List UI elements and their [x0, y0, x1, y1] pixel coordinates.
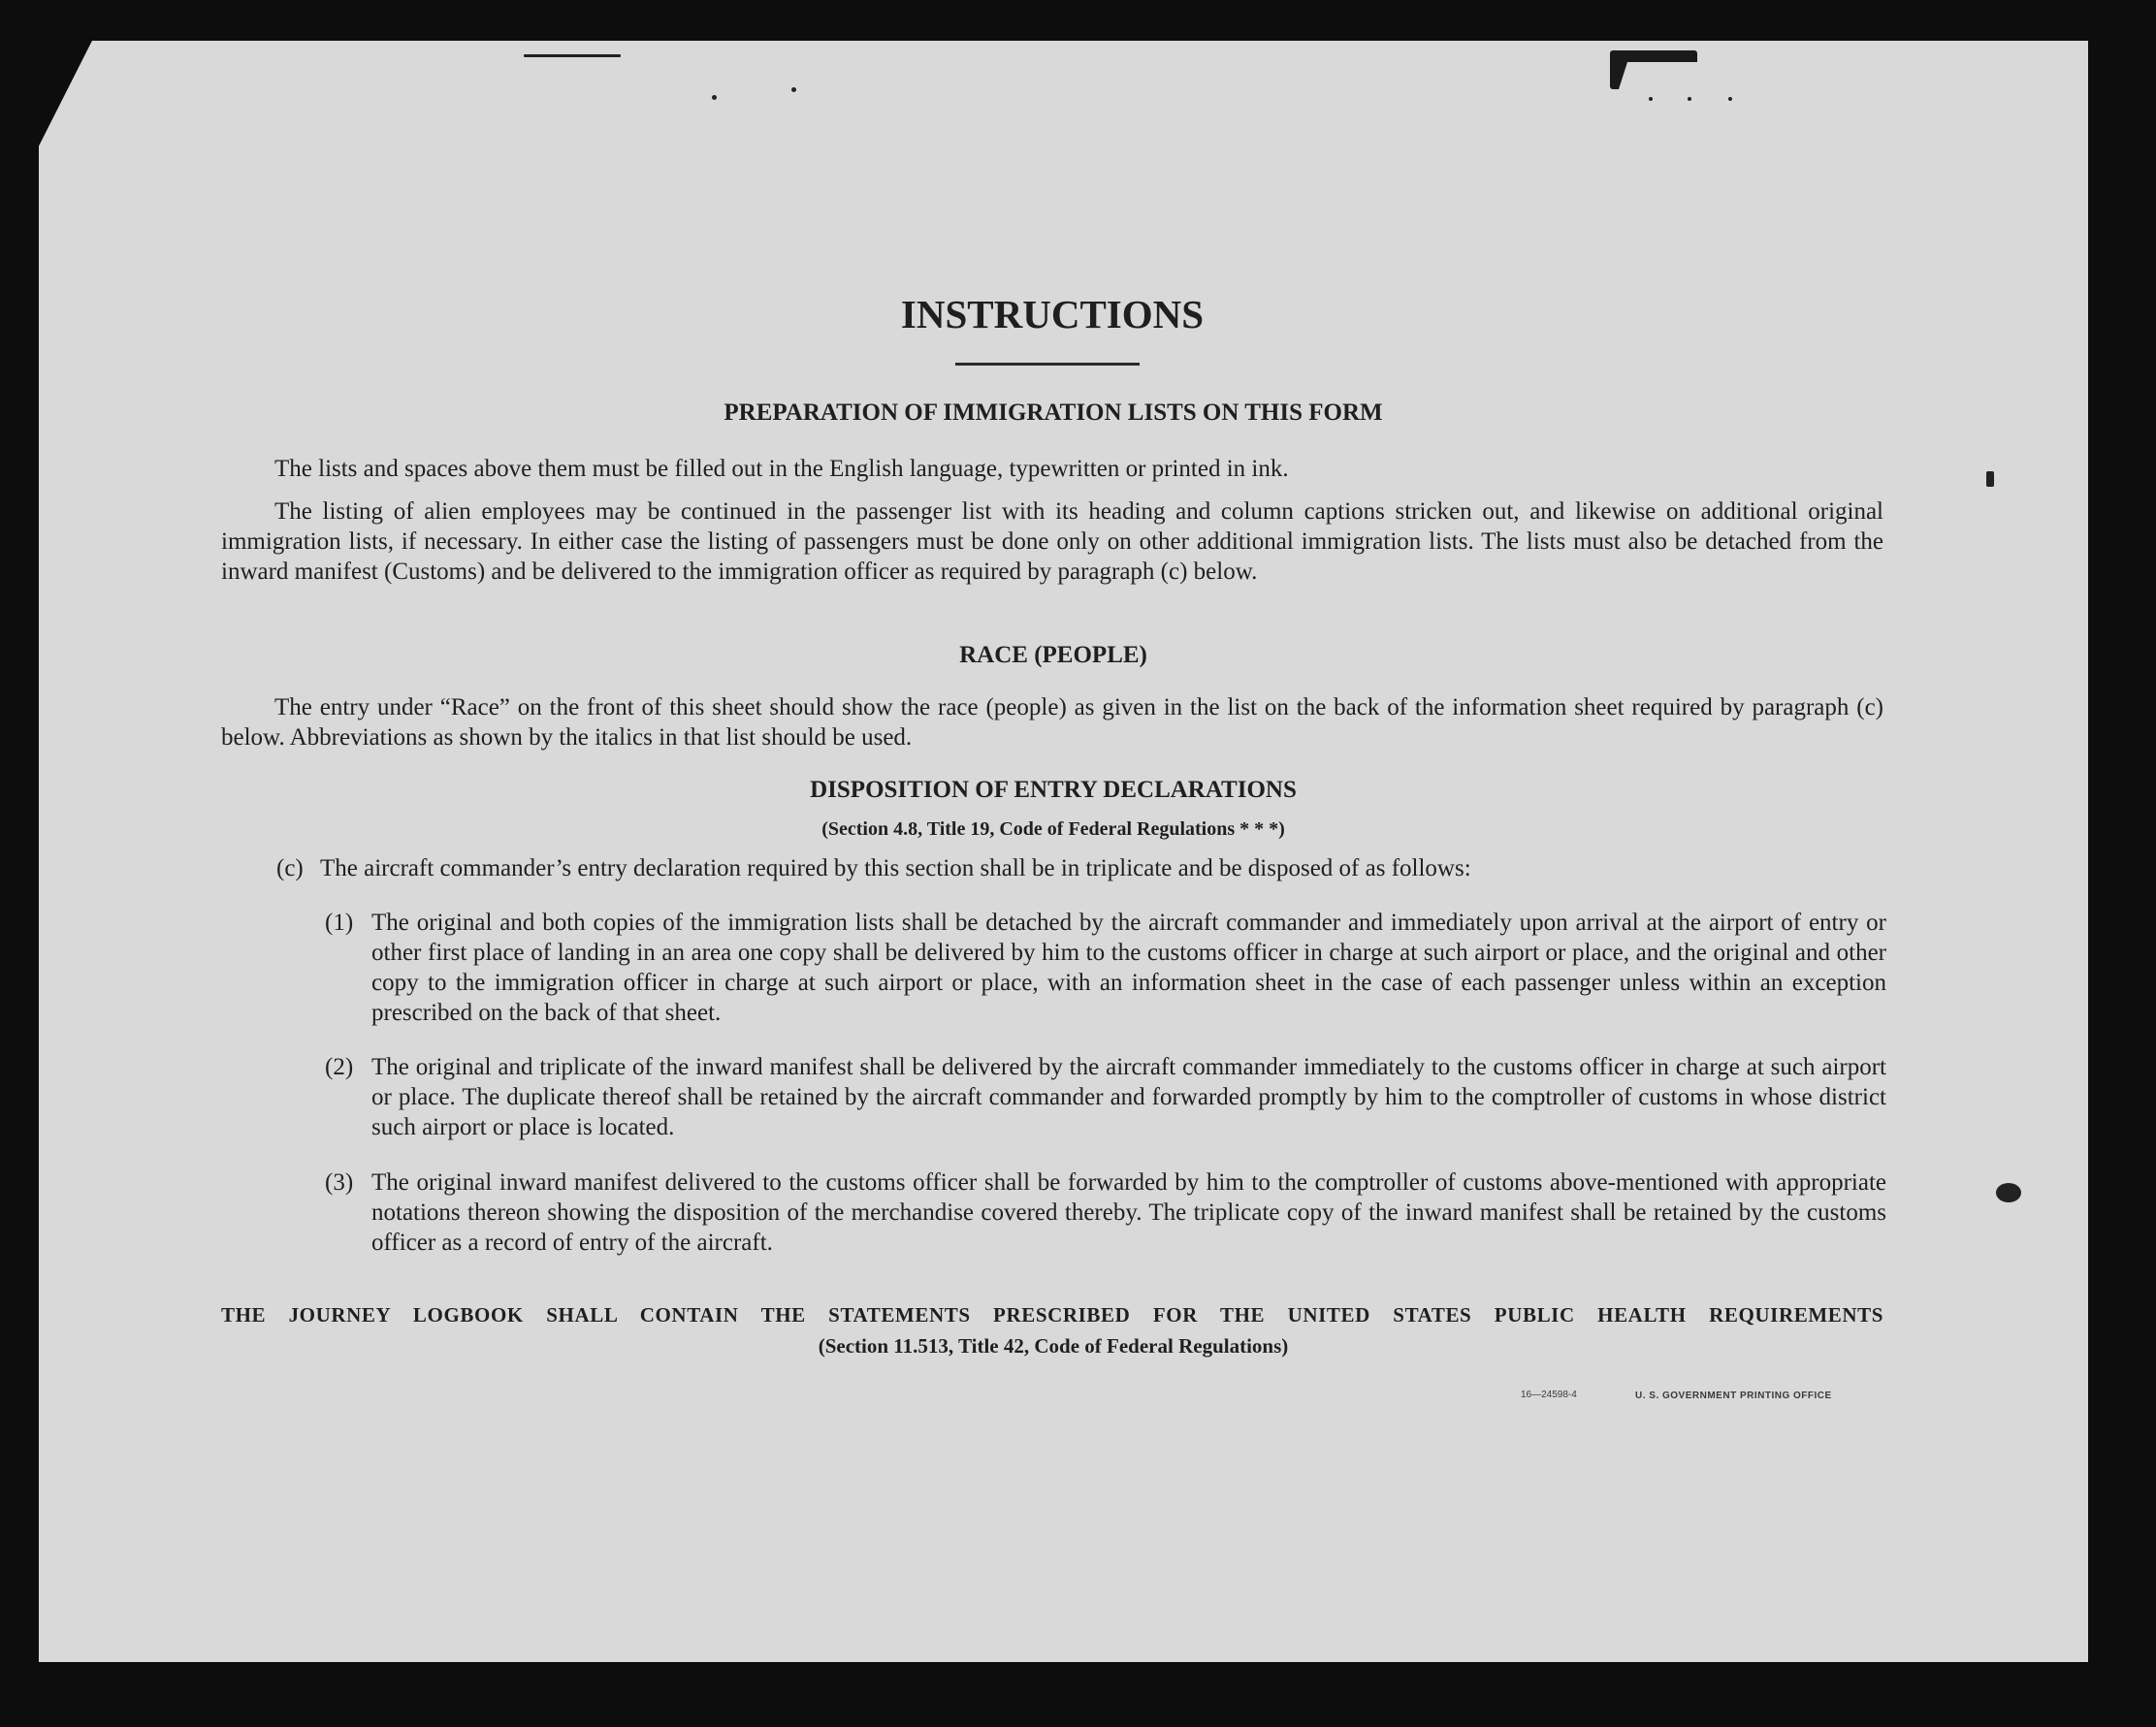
preparation-heading: PREPARATION OF IMMIGRATION LISTS ON THIS FORM — [724, 400, 1383, 426]
scan-speck — [1986, 471, 1994, 487]
intro-label: (c) — [276, 855, 304, 881]
preparation-paragraph-2: The listing of alien employees may be continued in the passenger list with its heading and column captions stricken out, and likewise on additional original immigration lists, if necessary. In either case the listing of passengers must be done only on other additional immigration lists. The lists must also be detached from the inward manifest (Customs) and be delivered to the immigration officer as required by paragraph (c) below. — [221, 498, 1883, 585]
preparation-paragraph-1: The lists and spaces above them must be filled out in the English language, typewritten or printed in ink. — [274, 456, 1289, 482]
disposition-item — [325, 1052, 1886, 1149]
item-text: The original and both copies of the immigration lists shall be detached by the aircraft commander and immediately upon arrival at the airport of entry or other first place of landing in an area one copy shall be delivered by him to the customs officer in charge at such airport or place, and the original and other copy to the immigration officer in charge at such airport or place, with an information sheet in the case of each passenger unless within an exception prescribed on the back of that sheet. — [371, 910, 1886, 1026]
scan-speck — [791, 87, 796, 92]
disposition-citation: (Section 4.8, Title 19, Code of Federal Regulations * * *) — [821, 818, 1285, 840]
item-label: (2) — [325, 1054, 354, 1080]
disposition-intro — [276, 853, 1886, 888]
scan-speck — [1996, 1183, 2021, 1202]
item-text: The original inward manifest delivered to the customs officer shall be forwarded by him to the comptroller of customs above-mentioned with appropriate notations thereon showing the disposition of the merchandise covered thereby. The triplicate copy of the inward manifest shall be retained by the customs officer as a record of entry of the aircraft. — [371, 1169, 1886, 1256]
page-title: INSTRUCTIONS — [900, 292, 1205, 336]
logbook-citation: (Section 11.513, Title 42, Code of Federal Regulations) — [818, 1334, 1289, 1358]
race-heading: RACE (PEOPLE) — [959, 642, 1147, 668]
printing-office: U. S. GOVERNMENT PRINTING OFFICE — [1635, 1391, 1832, 1401]
scan-speck — [712, 95, 717, 100]
item-label: (3) — [325, 1169, 354, 1196]
disposition-item — [325, 908, 1886, 1034]
form-number: 16—24598-4 — [1521, 1390, 1577, 1400]
title-underline — [955, 363, 1140, 366]
disposition-heading: DISPOSITION OF ENTRY DECLARATIONS — [810, 777, 1297, 803]
scan-speck — [1649, 97, 1653, 101]
item-text: The original and triplicate of the inward manifest shall be delivered by the aircraft commander immediately to the customs officer in charge at such airport or place. The duplicate thereof shall be retained by the aircraft commander and forwarded promptly by him to the comptroller of customs in whose district such airport or place is located. — [371, 1054, 1886, 1140]
scan-speck — [1728, 97, 1732, 101]
scan-speck — [524, 54, 621, 57]
intro-text: The aircraft commander’s entry declaration required by this section shall be in triplicate and be disposed of as follows: — [320, 855, 1471, 881]
disposition-item — [325, 1167, 1886, 1264]
logbook-statement: THE JOURNEY LOGBOOK SHALL CONTAIN THE STATEMENTS PRESCRIBED FOR THE UNITED STATES PUBLIC HEALTH REQUIREMENTS — [221, 1303, 1883, 1327]
paper-sheet — [39, 41, 2088, 1662]
item-label: (1) — [325, 910, 354, 936]
race-paragraph: The entry under “Race” on the front of this sheet should show the race (people) as given in the list on the back of the information sheet required by paragraph (c) below. Abbreviations as shown by the italics in that list should be used. — [221, 694, 1883, 751]
scan-speck — [1688, 97, 1691, 101]
